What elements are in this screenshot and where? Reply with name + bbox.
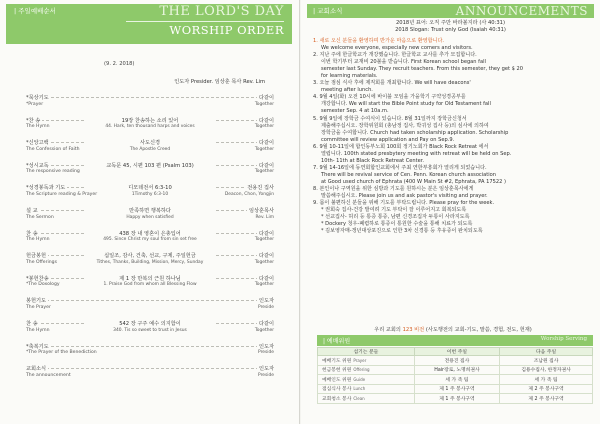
order-item-detail: 제 1 장 만복의 근원 하나님 bbox=[86, 275, 214, 282]
worship-order-header bbox=[6, 4, 292, 44]
order-item-leader-english: Together bbox=[254, 146, 274, 152]
serving-this-week: 제 1 주 봉사구역 bbox=[414, 394, 499, 404]
leader-dots bbox=[26, 97, 274, 98]
order-item-title-english: *Prayer bbox=[26, 101, 44, 107]
serving-role-label: 예배기도 위원 bbox=[322, 358, 352, 364]
serving-role-label: 예배인도 위원 bbox=[322, 377, 352, 383]
announcement-line: semester Sep. 4 at 10a.m. bbox=[321, 108, 389, 115]
order-item-title: *묵상기도 bbox=[26, 95, 49, 101]
order-item-leader: 다같이 bbox=[258, 321, 274, 327]
announcements-header bbox=[307, 4, 594, 18]
announcement-line: * 권회숙 집사-건강 발여려 기도 부탁이 잘 이루어지고 회복되도록 bbox=[321, 207, 467, 214]
order-item-title: 찬 송 bbox=[26, 230, 38, 237]
order-item bbox=[26, 343, 274, 361]
announcement-line: There will be revival service of Cen. Penn. Korean church association bbox=[321, 171, 497, 178]
order-item-leader: 다같이 bbox=[258, 140, 274, 147]
order-item-leader-english: Together bbox=[254, 259, 274, 265]
order-item-title-english: The Hymn bbox=[26, 237, 50, 243]
announcement-list bbox=[313, 38, 593, 235]
order-item bbox=[26, 207, 274, 225]
leader-dots bbox=[26, 368, 274, 369]
announcement-line: 이번 학기부터 교재비 20불을 받습니다. First Korean school began fall bbox=[321, 59, 486, 66]
announcement-line: 6. 9월 10-11일에 합인동부노회 100회 정기노회가 Black Rock Retreat 에서 bbox=[313, 143, 489, 150]
order-item-leader-english: Rev. Lim bbox=[255, 214, 274, 220]
serving-header bbox=[317, 335, 593, 346]
order-item-leader: 임상훈목사 bbox=[248, 208, 274, 214]
serving-this-week: 전용진 집사 bbox=[414, 356, 499, 366]
vision-detail: (사도행전의 교회-기도, 말씀, 경험, 전도, 헌재) bbox=[425, 327, 532, 333]
order-item-detail: 디모데전서 6:3-10 bbox=[86, 184, 214, 191]
order-item-detail-english: 340. Tis so sweet to trust in Jesus bbox=[113, 327, 187, 333]
order-item-leader: 다같이 bbox=[258, 117, 274, 124]
announcement-line: 2. 지난 주에 한글학교가 개강했습니다. 한글학교 교사를 추가 모집합니다. bbox=[313, 52, 477, 59]
order-item-title: *봉헌찬송 bbox=[26, 275, 49, 282]
serving-row bbox=[318, 384, 593, 394]
page-title: THE LORD'S DAY bbox=[159, 4, 284, 19]
order-item-detail-english: The Apostle Creed bbox=[129, 146, 171, 152]
page-subtitle: WORSHIP ORDER bbox=[169, 23, 284, 37]
serving-next-week: 김용수집사, 한정자권사 bbox=[500, 365, 593, 375]
order-item-detail-english: 495. Since Christ my soul from sin set free bbox=[103, 237, 197, 243]
serving-next-week: 조남원 집사 bbox=[500, 356, 593, 366]
serving-role bbox=[318, 365, 415, 375]
serving-row bbox=[318, 356, 593, 366]
order-item-leader: 전용진 집사 bbox=[247, 185, 274, 192]
announcement-line: at Good used church of Ephrata (400 W Main St #2, Ephrata, PA 17522 ) bbox=[321, 178, 506, 185]
order-item bbox=[26, 365, 274, 383]
order-item-title: *축복기도 bbox=[26, 343, 49, 350]
announcement-line: 장학금을 수여합니다. Church had taken scholarship application. Scholarship bbox=[321, 129, 509, 136]
order-item-leader: 인도자 bbox=[258, 298, 274, 305]
order-item bbox=[26, 297, 274, 315]
serving-role-label: 헌금봉헌 위원 bbox=[322, 368, 352, 374]
announcement-line: 3. 오늘 점심 식사 후에 제직회를 개최합니다. We will have deacons' bbox=[313, 80, 471, 87]
order-item-title: 봉헌기도 bbox=[26, 298, 47, 305]
serving-role-english: Lunch bbox=[353, 386, 366, 392]
serving-row bbox=[318, 365, 593, 375]
order-item-title-english: The Prayer bbox=[26, 304, 51, 310]
order-item-title-english: The responsive reading bbox=[26, 169, 80, 175]
order-item-title-english: The Scripture reading & Prayer bbox=[26, 191, 98, 197]
serving-role bbox=[318, 356, 415, 366]
serving-role-english: Offering bbox=[353, 367, 370, 373]
serving-role-english: Prayer bbox=[353, 357, 367, 363]
order-item-leader-english: Together bbox=[254, 169, 274, 175]
order-item-title: *성시교독 bbox=[26, 162, 49, 169]
serving-tag: | 예배위원 bbox=[323, 338, 351, 345]
announcement-line: * Dockery 청우-폐렴하로 통증이 통원한 수술을 통해 치료가 되도록 bbox=[321, 221, 473, 228]
serving-table-header bbox=[318, 348, 593, 356]
announcement-line: * 선교집사- 허리 등 통증 통증, 남편 신경조집자 두통이 사라지도록 bbox=[321, 214, 470, 221]
order-item-title-english: *The Doxology bbox=[26, 282, 60, 288]
order-item-leader-english: Together bbox=[254, 282, 274, 288]
serving-next-week: 제 2 주 봉사구역 bbox=[500, 384, 593, 394]
order-item-leader: 다같이 bbox=[258, 275, 274, 282]
announcement-line: We welcome everyone, especially new comers and visitors. bbox=[321, 45, 473, 52]
order-item-detail: 19장 찬송하는 소리 있어 bbox=[86, 117, 214, 124]
serving-role-label: 교회청소 봉사 bbox=[322, 396, 352, 402]
announcement-line: 개강합니다. We will start the Bible Point study for Old Testament fall bbox=[321, 101, 491, 108]
column-header: 다음 주일 bbox=[500, 348, 593, 356]
order-item-detail: 438 장 내 영혼이 은총입어 bbox=[86, 230, 214, 237]
header-divider bbox=[126, 21, 284, 22]
order-item-leader: 다같이 bbox=[258, 162, 274, 169]
order-item-detail-english: Tithes, Thanks, Building, Mission, Mercy, Sunday bbox=[96, 259, 204, 265]
order-item-leader-english: Together bbox=[254, 124, 274, 130]
order-item-leader: 인도자 bbox=[258, 366, 274, 373]
serving-role bbox=[318, 394, 415, 404]
serving-role-label: 점심식사 봉사 bbox=[322, 387, 352, 393]
announcement-line: * 김보영자매-갱년대상포진으로 인한 3차 신경통 등 후유증이 완치되도록 bbox=[321, 228, 483, 235]
serving-table bbox=[317, 347, 593, 404]
announcement-line: 10th- 11th at Black Rock Retreat Center. bbox=[321, 157, 425, 164]
serving-english-title: Worship Serving bbox=[540, 336, 587, 342]
order-item bbox=[26, 252, 274, 270]
order-item-leader-english: Together bbox=[254, 101, 274, 107]
serving-this-week: 제 1 주 봉사구역 bbox=[414, 384, 499, 394]
serving-this-week: 세 가 족 팀 bbox=[414, 375, 499, 385]
order-item bbox=[26, 162, 274, 180]
order-item-title: 교회소식 bbox=[26, 366, 47, 373]
slogan-english: 2018 Slogan: Trust only God (Isaiah 40:31) bbox=[395, 27, 506, 33]
section-tag: | 교회소식 bbox=[313, 7, 343, 15]
column-header: 섬기는 분들 bbox=[318, 348, 415, 356]
order-item-title-english: The Confession of Faith bbox=[26, 146, 80, 152]
order-item bbox=[26, 230, 274, 248]
announcement-line: for learning materials. bbox=[321, 73, 378, 80]
order-item-title: *성경봉독과 기도 bbox=[26, 185, 66, 192]
order-item bbox=[26, 275, 274, 293]
order-item-title: *신앙고백 bbox=[26, 140, 49, 147]
order-item bbox=[26, 184, 274, 202]
announcement-line: 7. 9월 14-16일에 동연회합인교회에서 주최 연한부흥회가 열리게 되었습니다. bbox=[313, 164, 487, 171]
order-item-detail-english: 1. Praise God from whom all Blessing Flow bbox=[103, 282, 197, 288]
serving-next-week: 제 2 주 봉사구역 bbox=[500, 394, 593, 404]
announcement-line: 말씀해주십시오. Please join us and ask pastor's visiting and prayer. bbox=[321, 193, 488, 200]
announcement-line: 제출해주십시오. 장학위원회 (총남정 집사, 박귀성 집사 등)의 심사에 의하여 bbox=[321, 122, 489, 129]
announcement-line: 5. 9월 9일에 장학금 수여식이 있습니다. 8월 31일까지 장학금신청서 bbox=[313, 115, 467, 122]
order-item-leader-english: Preside bbox=[258, 350, 274, 356]
order-item-leader-english: Preside bbox=[258, 372, 274, 378]
order-item-leader: 다같이 bbox=[258, 95, 274, 101]
announcement-line: 8. 본인이나 구역원을 위한 심방과 기도를 원하시는 분은 임상훈목사에게 bbox=[313, 185, 474, 192]
announcement-line: meeting after lunch. bbox=[321, 87, 373, 94]
order-item-detail-english: 1Timothy 6:3-10 bbox=[131, 191, 169, 197]
presider-line: 인도자 Presider. 임상훈 목사 Rev. Lim bbox=[174, 79, 265, 85]
order-item-title: 설 교 bbox=[26, 208, 38, 214]
order-item-leader-english: Preside bbox=[258, 304, 274, 310]
order-item-title: 헌금봉헌 bbox=[26, 253, 47, 260]
leader-dots bbox=[26, 300, 274, 301]
order-item-leader: 인도자 bbox=[258, 343, 274, 350]
vision-highlight: 123 비전 bbox=[402, 327, 425, 333]
announcement-line: 열립니다. 100th stated presbytery meeting with retreat will be held on Sep. bbox=[321, 150, 512, 157]
order-item-title-english: The Hymn bbox=[26, 124, 50, 130]
order-item-detail: 542 장 구주 예수 의지함이 bbox=[86, 320, 214, 327]
order-item-title-english: The Sermon bbox=[26, 214, 54, 220]
order-item-leader-english: Deacon, Chon, Yongjin bbox=[224, 191, 274, 197]
announcement-line: 1. 새로 오신 분들을 환영하며 반가운 마음으로 환영합니다. bbox=[313, 38, 444, 44]
slogan-korean: 2018년 표어: 오직 주만 바라볼지라 (사 40:31) bbox=[396, 20, 505, 26]
serving-this-week: Hair장로, 노명희권사 bbox=[414, 365, 499, 375]
order-item-detail: 교독문 45, 시편 103 편 (Psalm 103) bbox=[86, 162, 214, 169]
order-item-leader: 다같이 bbox=[258, 253, 274, 260]
order-item bbox=[26, 320, 274, 338]
leader-dots bbox=[26, 346, 274, 347]
order-item-title-english: The Hymn bbox=[26, 327, 50, 333]
order-item-leader-english: Together bbox=[254, 327, 274, 333]
order-item bbox=[26, 94, 274, 112]
order-item-leader-english: Together bbox=[254, 237, 274, 243]
service-date: (9. 2. 2018) bbox=[104, 61, 135, 67]
order-item-leader: 다같이 bbox=[258, 230, 274, 237]
vision-prefix: 우리 교회의 bbox=[374, 327, 401, 333]
order-item-detail: 십일조, 감사, 건축, 선교, 구제, 주일헌금 bbox=[86, 252, 214, 259]
section-tag: | 주일예배순서 bbox=[14, 7, 56, 15]
announcement-line: semester last Sunday. They recruit teachers. From this semester, they get $ 20 bbox=[321, 66, 524, 73]
serving-role-english: Guide bbox=[353, 376, 366, 382]
order-item-title-english: *The Prayer of the Benediction bbox=[26, 350, 97, 356]
order-item bbox=[26, 117, 274, 135]
order-item-detail-english: Happy when satisfied bbox=[126, 214, 174, 220]
order-item-detail: 사도신경 bbox=[86, 139, 214, 146]
announcements-page bbox=[301, 0, 600, 424]
order-item-detail: 만족하면 행복하다 bbox=[86, 207, 214, 214]
order-item-title-english: The Offerings bbox=[26, 259, 57, 265]
announcement-line: 4. 9월 4일(화) 오전 10시에 바이블 모임을 가을학기 구약성경공부를 bbox=[313, 94, 466, 101]
serving-role bbox=[318, 375, 415, 385]
page-title: ANNOUNCEMENTS bbox=[455, 4, 588, 18]
serving-role bbox=[318, 384, 415, 394]
order-item-title: 찬 송 bbox=[26, 321, 38, 327]
order-item-detail-english: 44. Hark, ten thousand harps and voices bbox=[105, 124, 195, 130]
announcement-line: 9. 몸이 불편하신 분들을 위해 기도를 부탁드립니다. Please pray for the week. bbox=[313, 200, 495, 207]
order-item-title: *찬 송 bbox=[26, 117, 41, 124]
vision-line bbox=[313, 326, 593, 333]
column-header: 이번 주일 bbox=[414, 348, 499, 356]
serving-next-week: 세 가 족 팀 bbox=[500, 375, 593, 385]
serving-row bbox=[318, 394, 593, 404]
order-item-title-english: The announcement bbox=[26, 372, 71, 378]
announcement-line: committee will review application and Pay on Sep.9. bbox=[321, 136, 455, 143]
order-item bbox=[26, 139, 274, 157]
serving-row bbox=[318, 375, 593, 385]
serving-role-english: Clean bbox=[353, 395, 365, 401]
